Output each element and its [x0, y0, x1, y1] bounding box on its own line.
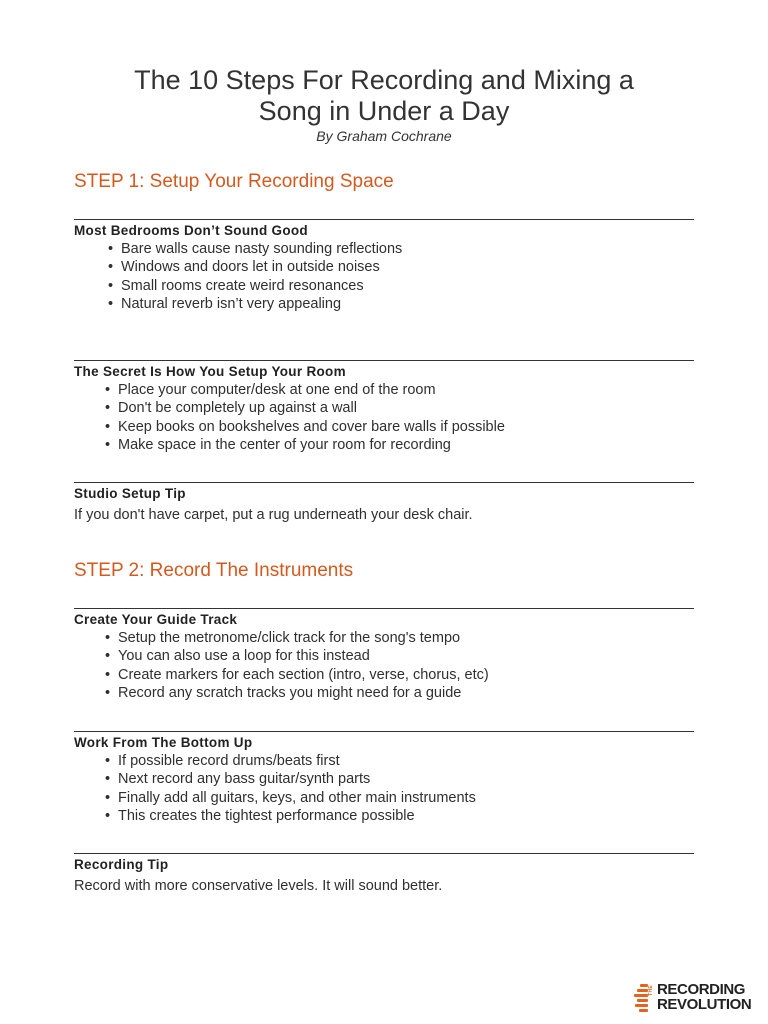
- section-studio-tip: [74, 482, 694, 524]
- list-item: • Natural reverb isn’t very appealing: [121, 295, 694, 313]
- logo-word-recording: RECORDING: [657, 981, 746, 998]
- bullet-list: [74, 752, 694, 825]
- section-setup-room: [74, 360, 694, 454]
- tip-text: Record with more conservative levels. It will sound better.: [74, 878, 443, 894]
- list-item: • Small rooms create weird resonances: [121, 277, 694, 295]
- bullet-list: [74, 240, 694, 313]
- section-title: Recording Tip: [74, 857, 169, 872]
- list-item: • Record any scratch tracks you might need for a guide: [118, 684, 694, 702]
- section-title: Create Your Guide Track: [74, 612, 238, 627]
- step-2-heading: STEP 2: Record The Instruments: [74, 560, 354, 581]
- section-title: Most Bedrooms Don’t Sound Good: [74, 223, 308, 238]
- list-item: • If possible record drums/beats first: [118, 752, 694, 770]
- list-item: • Keep books on bookshelves and cover bare walls if possible: [118, 418, 694, 436]
- list-item: • Bare walls cause nasty sounding reflections: [121, 240, 694, 258]
- list-item: • This creates the tightest performance possible: [118, 807, 694, 825]
- list-item: • Make space in the center of your room for recording: [118, 436, 694, 454]
- recording-revolution-logo: [634, 982, 760, 1012]
- list-item: • Next record any bass guitar/synth parts: [118, 770, 694, 788]
- list-item: • Setup the metronome/click track for the song's tempo: [118, 629, 694, 647]
- section-bottom-up: [74, 731, 694, 825]
- list-item: • Finally add all guitars, keys, and other main instruments: [118, 789, 694, 807]
- document-title-line-1: The 10 Steps For Recording and Mixing a: [134, 65, 634, 95]
- logo-word-revolution: REVOLUTION: [657, 996, 752, 1013]
- list-item: • Create markers for each section (intro, verse, chorus, etc): [118, 666, 694, 684]
- list-item: • Windows and doors let in outside noises: [121, 258, 694, 276]
- section-title: Studio Setup Tip: [74, 486, 186, 501]
- author-byline: By Graham Cochrane: [316, 128, 452, 144]
- section-title: Work From The Bottom Up: [74, 735, 253, 750]
- step-1-heading: STEP 1: Setup Your Recording Space: [74, 171, 394, 192]
- bullet-list: [74, 629, 694, 702]
- tip-text: If you don't have carpet, put a rug underneath your desk chair.: [74, 507, 473, 523]
- logo-the-text: THE: [648, 985, 654, 996]
- document-title-line-2: Song in Under a Day: [258, 96, 510, 126]
- list-item: • Don't be completely up against a wall: [118, 399, 694, 417]
- list-item: • Place your computer/desk at one end of the room: [118, 381, 694, 399]
- section-title: The Secret Is How You Setup Your Room: [74, 364, 346, 379]
- list-item: • You can also use a loop for this instead: [118, 647, 694, 665]
- section-recording-tip: [74, 853, 694, 895]
- section-guide-track: [74, 608, 694, 702]
- bullet-list: [74, 381, 694, 454]
- section-most-bedrooms: [74, 219, 694, 313]
